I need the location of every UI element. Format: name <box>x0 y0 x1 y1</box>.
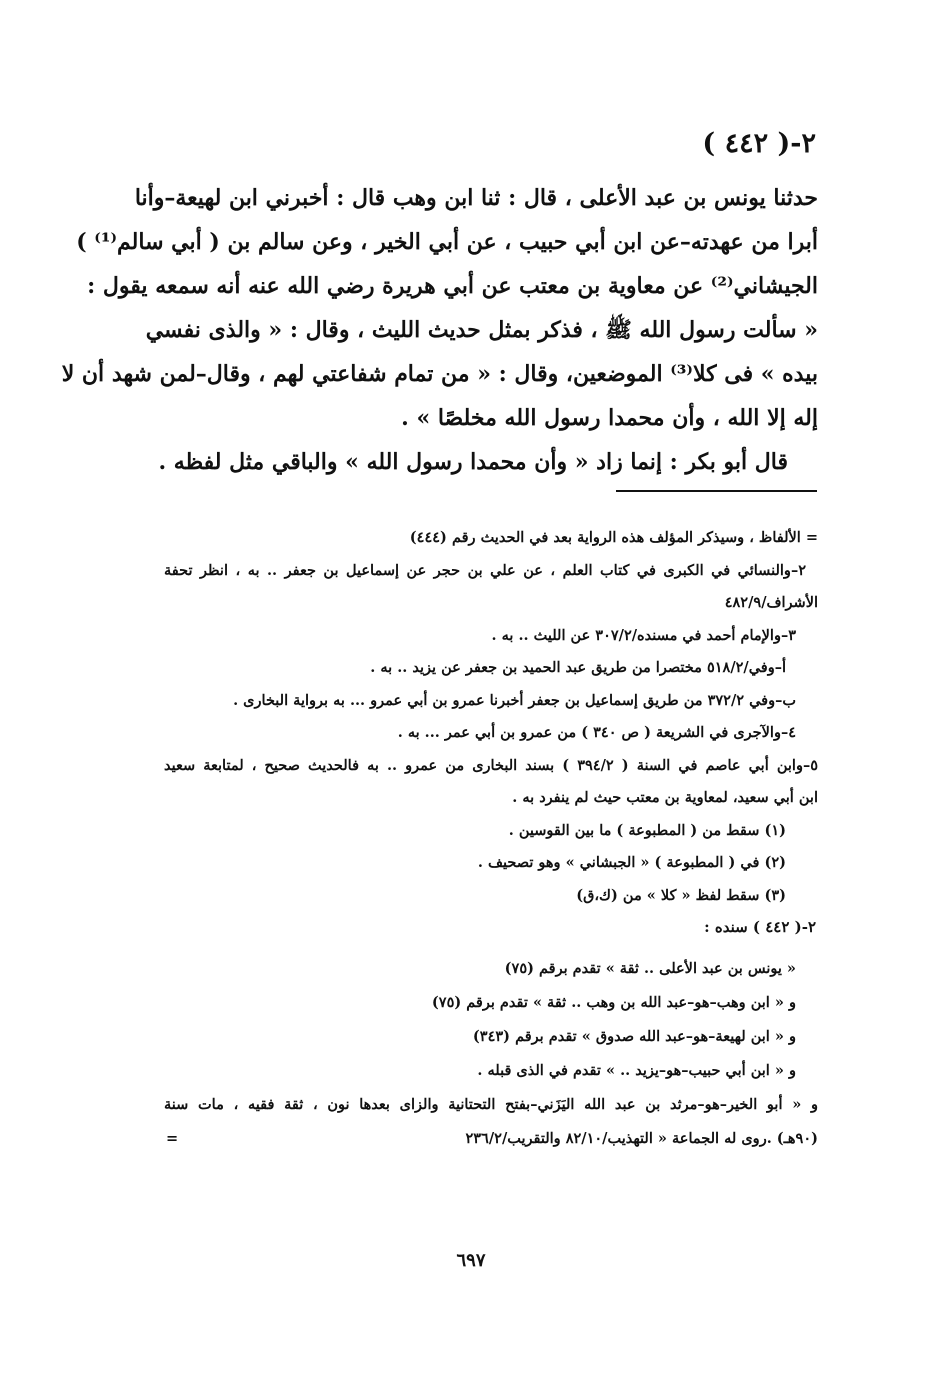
isnad-line: « يونس بن عبد الأعلى .. ثقة » تقدم برقم (٧٥) <box>504 960 796 977</box>
isnad-line: و « ابن وهب–هو–عبد الله بن وهب .. ثقة » تقدم برقم (٧٥) <box>431 994 796 1011</box>
hadith-line: أبرا من عهدته–عن ابن أبي حبيب ، عن أبي الخير ، وعن سالم بن ( أبي سالم⁽¹⁾ ) <box>76 229 818 255</box>
footnote-line: أ–وفي/٥١٨/٢ مختصرا من طريق عبد الحميد بن جعفر عن يزيد .. به . <box>370 659 786 676</box>
isnad-list <box>164 952 818 1156</box>
hadith-line: حدثنا يونس بن عبد الأعلى ، قال : ثنا ابن وهب قال : أخبرني ابن لهيعة–وأنا <box>134 185 818 211</box>
footnote-line: ب–وفي ٣٧٢/٢ من طريق إسماعيل بن جعفر أخبرنا عمرو بن أبي عمرو ... به برواية البخارى . <box>233 691 796 709</box>
footnotes <box>164 522 818 912</box>
isnad-heading: ٢-( ٤٤٢ ) سنده : <box>704 918 816 936</box>
hadith-line: الجيشاني⁽²⁾ عن معاوية بن معتب عن أبي هريرة رضي الله عنه أنه سمعه يقول : <box>87 273 818 299</box>
hadith-line: قال أبو بكر : إنما زاد « وأن محمدا رسول الله » والباقي مثل لفظه . <box>158 449 788 475</box>
hadith-line: إله إلا الله ، وأن محمدا رسول الله مخلصًا » . <box>401 405 818 431</box>
isnad-last-text: (٩٠هـ) .روى له الجماعة « التهذيب/٨٢/١٠ والتقريب/٢٣٦/٢ <box>465 1130 818 1147</box>
hadith-line: « سألت رسول الله ﷺ ، فذكر بمثل حديث الليث ، وقال : « والذى نفسي <box>145 317 818 343</box>
continuation-mark: = <box>166 1130 179 1147</box>
footnote-line: ٢–والنسائي في الكبرى في كتاب العلم ، عن علي بن حجر عن إسماعيل بن جعفر .. به ، انظر تحفة <box>164 561 806 579</box>
footnote-line: (٢) في ( المطبوعة ) « الجبشاني » وهو تصحيف . <box>477 854 786 871</box>
footnote-line: ٣–والإمام أحمد في مسنده/٣٠٧/٢ عن الليث .. به . <box>491 626 796 644</box>
hadith-number-heading: ٢-( ٤٤٢ ) <box>702 128 816 159</box>
footnote-line: ابن أبي سعيد، لمعاوية بن معتب حيث لم ينفرد به . <box>512 789 818 806</box>
footnote-line: (٣) سقط لفظ « كلا » من (ك،ق) <box>576 886 786 904</box>
footnote-separator <box>616 490 817 492</box>
hadith-line: بيده » فى كلا⁽³⁾ الموضعين، وقال : « من تمام شفاعتي لهم ، وقال–لمن شهد أن لا <box>61 361 818 387</box>
page-number: ٦٩٧ <box>456 1250 486 1271</box>
isnad-line: و « أبو الخير–هو–مرثد بن عبد الله اليَزَني–بفتح التحتانية والزاى بعدها نون ، ثقة فقيه ، مات سنة <box>164 1096 818 1113</box>
isnad-line: و « ابن لهيعة–هو–عبد الله صدوق » تقدم برقم (٣٤٣) <box>472 1028 796 1045</box>
footnote-line: = الألفاظ ، وسيذكر المؤلف هذه الرواية بعد في الحديث رقم (٤٤٤) <box>409 529 818 546</box>
footnote-line: ٥–وابن أبي عاصم في السنة ( ٣٩٤/٢ ) بسند البخارى من عمرو .. به فالحديث صحيح ، لمتابعة سعيد <box>164 756 818 774</box>
footnote-line: ٤–والآجرى في الشريعة ( ص ٣٤٠ ) من عمرو بن أبي عمر ... به . <box>397 724 796 741</box>
footnote-line: (١) سقط من ( المطبوعة ) ما بين القوسين . <box>508 821 786 839</box>
footnote-line: الأشراف/٤٨٢/٩ <box>724 594 818 611</box>
isnad-line <box>164 1122 818 1156</box>
hadith-text <box>61 176 818 484</box>
isnad-line: و « ابن أبي حبيب–هو–يزيد .. » تقدم في الذى قبله . <box>477 1062 796 1079</box>
